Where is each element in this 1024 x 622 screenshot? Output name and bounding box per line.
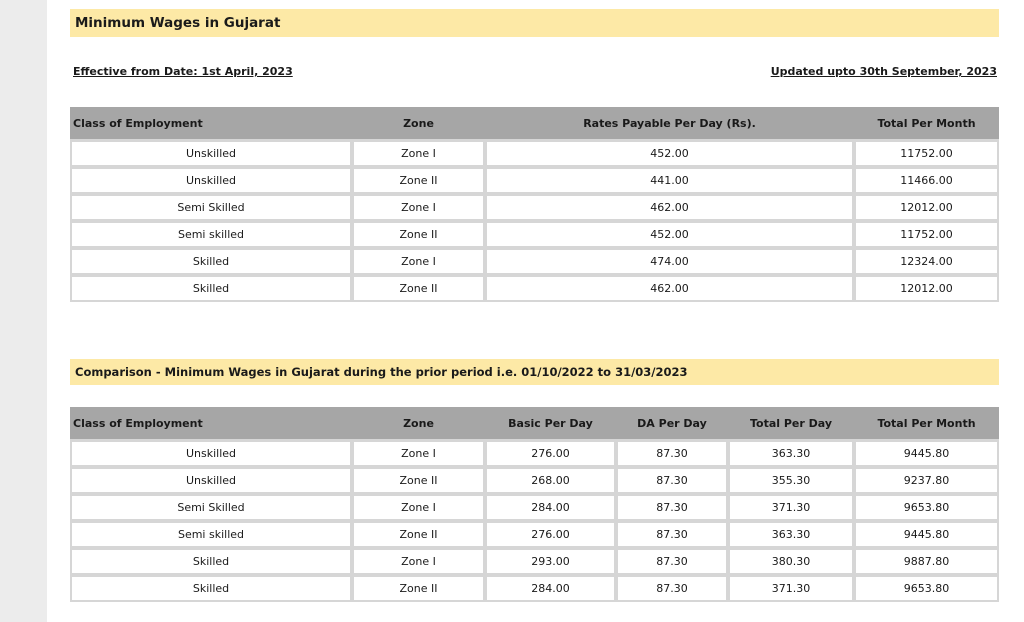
comparison-wages-table [70,407,999,602]
table-row [70,194,999,221]
table-cell: Zone I [352,494,485,521]
table-cell: Unskilled [70,167,352,194]
table-cell: 9237.80 [854,467,999,494]
table-row [70,575,999,602]
updated-date-text: Updated upto 30th September, 2023 [770,65,997,78]
table-row [70,248,999,275]
table-cell: 462.00 [485,194,854,221]
table-cell: Zone II [352,575,485,602]
table-cell: Skilled [70,575,352,602]
table-cell: 11752.00 [854,139,999,167]
table-cell: Skilled [70,548,352,575]
table-cell: 12324.00 [854,248,999,275]
table-header-row [70,107,999,139]
table-row [70,139,999,167]
table-cell: Semi Skilled [70,494,352,521]
table-row [70,221,999,248]
table-cell: 371.30 [728,494,854,521]
table-cell: 12012.00 [854,194,999,221]
table-cell: Zone I [352,139,485,167]
date-info-row [73,65,997,78]
section-title-text: Minimum Wages in Gujarat [75,15,281,31]
table-cell: Zone I [352,548,485,575]
table-row [70,494,999,521]
table-cell: Zone II [352,221,485,248]
table-cell: 363.30 [728,439,854,467]
table-cell: Semi Skilled [70,194,352,221]
table-cell: 380.30 [728,548,854,575]
table-cell: 284.00 [485,575,616,602]
table-cell: 363.30 [728,521,854,548]
table-cell: Unskilled [70,139,352,167]
table-cell: 87.30 [616,439,728,467]
column-header: Total Per Day [728,407,854,439]
effective-date-text: Effective from Date: 1st April, 2023 [73,65,293,78]
table-cell: 293.00 [485,548,616,575]
table-row [70,548,999,575]
table-cell: 276.00 [485,439,616,467]
table-cell: Zone II [352,167,485,194]
table-cell: Unskilled [70,439,352,467]
table-cell: Zone II [352,521,485,548]
table-cell: 355.30 [728,467,854,494]
table-cell: Zone II [352,275,485,302]
table-cell: 9653.80 [854,575,999,602]
table-cell: 11752.00 [854,221,999,248]
column-header: Total Per Month [854,107,999,139]
section-title-current [70,9,999,37]
column-header: Rates Payable Per Day (Rs). [485,107,854,139]
table-cell: 268.00 [485,467,616,494]
table-cell: Zone I [352,194,485,221]
table-cell: 452.00 [485,139,854,167]
table-cell: 284.00 [485,494,616,521]
table-cell: Zone I [352,248,485,275]
table-cell: 9445.80 [854,521,999,548]
table-row [70,167,999,194]
table-cell: 9653.80 [854,494,999,521]
table-cell: 12012.00 [854,275,999,302]
table-cell: 87.30 [616,467,728,494]
section-title-comparison [70,359,999,385]
table-cell: 87.30 [616,494,728,521]
table-cell: 452.00 [485,221,854,248]
table-cell: 9887.80 [854,548,999,575]
table-cell: 87.30 [616,521,728,548]
table-row [70,439,999,467]
table-cell: Skilled [70,275,352,302]
table-row [70,521,999,548]
table-cell: 474.00 [485,248,854,275]
table-cell: 371.30 [728,575,854,602]
column-header: Class of Employment [70,107,352,139]
table-cell: 87.30 [616,575,728,602]
column-header: Class of Employment [70,407,352,439]
table-row [70,467,999,494]
table-cell: 87.30 [616,548,728,575]
table-cell: 441.00 [485,167,854,194]
table-cell: Zone I [352,439,485,467]
column-header: DA Per Day [616,407,728,439]
column-header: Zone [352,107,485,139]
table-cell: Skilled [70,248,352,275]
table-cell: Semi skilled [70,221,352,248]
table-header-row [70,407,999,439]
table-cell: 11466.00 [854,167,999,194]
table-cell: Zone II [352,467,485,494]
table-cell: Semi skilled [70,521,352,548]
table-row [70,275,999,302]
table-cell: 276.00 [485,521,616,548]
current-wages-table [70,107,999,302]
column-header: Zone [352,407,485,439]
document-page [47,0,1024,622]
table-cell: 462.00 [485,275,854,302]
section-title-text: Comparison - Minimum Wages in Gujarat during the prior period i.e. 01/10/2022 to 31/03/2023 [75,365,688,379]
table-cell: 9445.80 [854,439,999,467]
column-header: Basic Per Day [485,407,616,439]
column-header: Total Per Month [854,407,999,439]
table-cell: Unskilled [70,467,352,494]
